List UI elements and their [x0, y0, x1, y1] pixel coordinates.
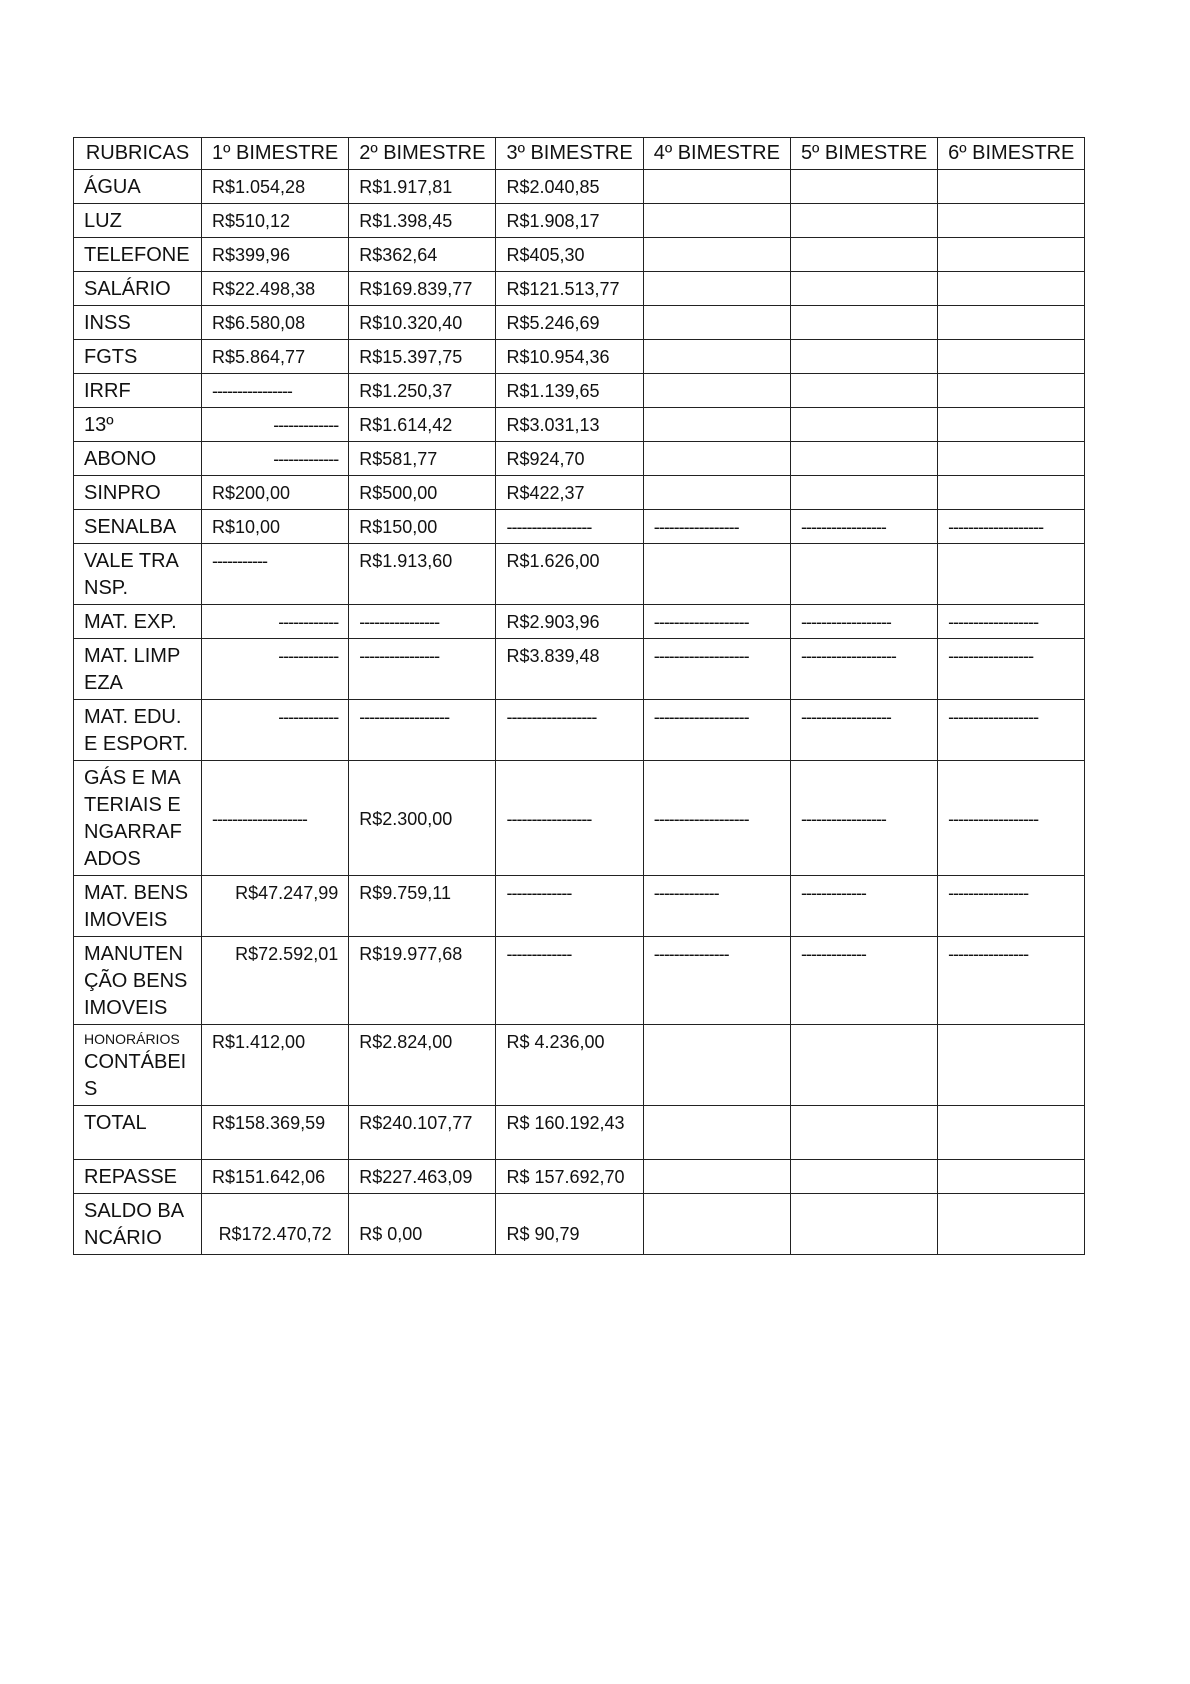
table-cell: ------------------	[496, 700, 643, 761]
table-cell	[790, 306, 937, 340]
table-row	[74, 306, 1085, 340]
table-row	[74, 374, 1085, 408]
table-cell	[790, 408, 937, 442]
table-cell: -------------	[202, 442, 349, 476]
table-cell	[790, 442, 937, 476]
table-cell	[938, 340, 1085, 374]
table-cell: R$1.626,00	[496, 544, 643, 605]
rubricas-table	[73, 137, 1085, 1255]
table-cell: -----------------	[496, 510, 643, 544]
table-cell: ------------------	[790, 605, 937, 639]
table-cell: R$1.139,65	[496, 374, 643, 408]
table-cell: R$ 160.192,43	[496, 1106, 643, 1160]
table-cell	[938, 238, 1085, 272]
table-row	[74, 204, 1085, 238]
table-cell: ----------------	[349, 605, 496, 639]
table-row	[74, 605, 1085, 639]
table-cell	[643, 340, 790, 374]
table-cell: R$5.864,77	[202, 340, 349, 374]
row-label: TOTAL	[74, 1106, 202, 1160]
table-cell	[643, 1025, 790, 1106]
row-label: MAT. EXP.	[74, 605, 202, 639]
table-cell: ------------------	[938, 761, 1085, 876]
table-cell: R$150,00	[349, 510, 496, 544]
table-cell: R$2.300,00	[349, 761, 496, 876]
table-row	[74, 510, 1085, 544]
table-cell: -------------------	[202, 761, 349, 876]
table-cell: R$405,30	[496, 238, 643, 272]
row-label: MAT. EDU. E ESPORT.	[74, 700, 202, 761]
table-cell	[938, 374, 1085, 408]
table-row	[74, 442, 1085, 476]
row-label: IRRF	[74, 374, 202, 408]
row-label: SINPRO	[74, 476, 202, 510]
table-cell	[938, 408, 1085, 442]
table-cell: R$362,64	[349, 238, 496, 272]
table-cell	[938, 204, 1085, 238]
table-cell	[643, 408, 790, 442]
table-cell: R$158.369,59	[202, 1106, 349, 1160]
table-cell	[790, 204, 937, 238]
table-row	[74, 700, 1085, 761]
table-cell	[790, 1025, 937, 1106]
row-label: MAT. BENS IMOVEIS	[74, 876, 202, 937]
table-row	[74, 238, 1085, 272]
table-row	[74, 476, 1085, 510]
table-cell	[790, 238, 937, 272]
row-label: SALDO BANCÁRIO	[74, 1194, 202, 1255]
table-cell: -------------------	[643, 605, 790, 639]
row-label: REPASSE	[74, 1160, 202, 1194]
table-cell: R$1.913,60	[349, 544, 496, 605]
table-cell: ----------------	[938, 937, 1085, 1025]
table-row	[74, 937, 1085, 1025]
table-cell: R$1.250,37	[349, 374, 496, 408]
header-bimestre-5: 5º BIMESTRE	[790, 138, 937, 170]
table-cell: R$240.107,77	[349, 1106, 496, 1160]
table-cell: R$ 157.692,70	[496, 1160, 643, 1194]
table-cell: R$1.917,81	[349, 170, 496, 204]
header-bimestre-3: 3º BIMESTRE	[496, 138, 643, 170]
table-cell: R$399,96	[202, 238, 349, 272]
table-cell: -------------	[496, 937, 643, 1025]
table-cell	[938, 1194, 1085, 1255]
row-label: LUZ	[74, 204, 202, 238]
table-cell	[790, 340, 937, 374]
row-label: SENALBA	[74, 510, 202, 544]
table-cell: R$47.247,99	[202, 876, 349, 937]
table-cell: R$72.592,01	[202, 937, 349, 1025]
table-cell	[790, 1160, 937, 1194]
table-cell: R$3.031,13	[496, 408, 643, 442]
table-cell: R$ 4.236,00	[496, 1025, 643, 1106]
table-cell: ------------------	[938, 700, 1085, 761]
table-cell: R$1.054,28	[202, 170, 349, 204]
table-cell: R$3.839,48	[496, 639, 643, 700]
table-cell: R$10,00	[202, 510, 349, 544]
table-cell	[643, 272, 790, 306]
table-cell	[643, 374, 790, 408]
table-cell: -----------------	[643, 510, 790, 544]
table-cell: R$1.398,45	[349, 204, 496, 238]
table-cell: -------------------	[643, 700, 790, 761]
table-cell: ------------------	[938, 605, 1085, 639]
table-cell: R$ 90,79	[496, 1194, 643, 1255]
table-cell	[938, 170, 1085, 204]
table-cell	[643, 476, 790, 510]
table-cell: -------------------	[643, 639, 790, 700]
table-cell	[938, 442, 1085, 476]
table-cell	[790, 544, 937, 605]
table-cell	[643, 442, 790, 476]
row-label: MANUTENÇÃO BENS IMOVEIS	[74, 937, 202, 1025]
table-cell: R$10.320,40	[349, 306, 496, 340]
table-row	[74, 408, 1085, 442]
table-cell	[643, 1106, 790, 1160]
row-label: ABONO	[74, 442, 202, 476]
row-label: 13º	[74, 408, 202, 442]
header-bimestre-6: 6º BIMESTRE	[938, 138, 1085, 170]
row-label: ÁGUA	[74, 170, 202, 204]
table-cell: R$1.614,42	[349, 408, 496, 442]
table-cell: R$169.839,77	[349, 272, 496, 306]
table-cell: ----------------	[349, 639, 496, 700]
table-cell: R$200,00	[202, 476, 349, 510]
table-cell: -----------------	[938, 639, 1085, 700]
table-cell	[643, 1194, 790, 1255]
header-bimestre-1: 1º BIMESTRE	[202, 138, 349, 170]
table-cell	[643, 238, 790, 272]
row-label-small: HONORÁRIOS	[84, 1031, 180, 1047]
table-cell: -----------------	[790, 510, 937, 544]
table-cell: R$10.954,36	[496, 340, 643, 374]
header-bimestre-2: 2º BIMESTRE	[349, 138, 496, 170]
table-cell	[790, 170, 937, 204]
table-cell	[790, 1106, 937, 1160]
table-cell	[938, 476, 1085, 510]
row-label: CONTÁBEIS	[84, 1051, 187, 1100]
table-cell: R$2.824,00	[349, 1025, 496, 1106]
table-cell: ------------	[202, 605, 349, 639]
table-cell: R$6.580,08	[202, 306, 349, 340]
table-cell: R$1.908,17	[496, 204, 643, 238]
header-row	[74, 138, 1085, 170]
table-cell: ------------	[202, 700, 349, 761]
row-label: TELEFONE	[74, 238, 202, 272]
table-cell: R$924,70	[496, 442, 643, 476]
table-row	[74, 272, 1085, 306]
table-cell: -------------------	[643, 761, 790, 876]
table-cell	[790, 272, 937, 306]
table-cell: R$500,00	[349, 476, 496, 510]
table-cell	[790, 374, 937, 408]
table-cell: ------------	[202, 639, 349, 700]
row-label: GÁS E MATERIAIS ENGARRAFADOS	[74, 761, 202, 876]
table-cell	[643, 544, 790, 605]
table-row	[74, 761, 1085, 876]
table-cell	[938, 1160, 1085, 1194]
table-row	[74, 639, 1085, 700]
header-bimestre-4: 4º BIMESTRE	[643, 138, 790, 170]
table-row-repasse	[74, 1160, 1085, 1194]
table-cell: -----------------	[496, 761, 643, 876]
table-cell: ---------------	[643, 937, 790, 1025]
table-cell: R$510,12	[202, 204, 349, 238]
table-cell: ----------------	[938, 876, 1085, 937]
table-cell: -----------	[202, 544, 349, 605]
table-cell	[643, 306, 790, 340]
table-cell: R$422,37	[496, 476, 643, 510]
table-cell: -------------------	[790, 639, 937, 700]
table-cell	[938, 1025, 1085, 1106]
table-cell: -------------	[790, 876, 937, 937]
header-rubricas: RUBRICAS	[74, 138, 202, 170]
table-cell	[643, 204, 790, 238]
table-cell: R$9.759,11	[349, 876, 496, 937]
table-cell	[790, 1194, 937, 1255]
table-cell: R$121.513,77	[496, 272, 643, 306]
row-label: INSS	[74, 306, 202, 340]
table-cell: -------------	[202, 408, 349, 442]
row-label: MAT. LIMPEZA	[74, 639, 202, 700]
table-cell: ------------------	[790, 700, 937, 761]
table-cell: R$2.040,85	[496, 170, 643, 204]
table-row-saldo	[74, 1194, 1085, 1255]
table-row	[74, 876, 1085, 937]
table-row	[74, 340, 1085, 374]
table-cell: R$15.397,75	[349, 340, 496, 374]
table-cell: R$227.463,09	[349, 1160, 496, 1194]
table-cell: R$1.412,00	[202, 1025, 349, 1106]
table-cell	[938, 306, 1085, 340]
table-row	[74, 170, 1085, 204]
table-cell: R$22.498,38	[202, 272, 349, 306]
table-cell: -------------	[643, 876, 790, 937]
table-row	[74, 544, 1085, 605]
table-cell: -------------------	[938, 510, 1085, 544]
row-label: FGTS	[74, 340, 202, 374]
table-cell: R$ 0,00	[349, 1194, 496, 1255]
table-cell: ----------------	[202, 374, 349, 408]
table-cell	[938, 1106, 1085, 1160]
table-cell	[643, 170, 790, 204]
table-cell: ------------------	[349, 700, 496, 761]
table-cell	[938, 272, 1085, 306]
table-cell: R$581,77	[349, 442, 496, 476]
table-cell: R$5.246,69	[496, 306, 643, 340]
table-cell: -----------------	[790, 761, 937, 876]
row-label: VALE TRANSP.	[74, 544, 202, 605]
table-row	[74, 1025, 1085, 1106]
table-cell: -------------	[496, 876, 643, 937]
table-cell	[938, 544, 1085, 605]
table-cell	[643, 1160, 790, 1194]
table-row-total	[74, 1106, 1085, 1160]
table-cell: R$172.470,72	[202, 1194, 349, 1255]
row-label-honorarios	[74, 1025, 202, 1106]
table-cell: R$151.642,06	[202, 1160, 349, 1194]
row-label: SALÁRIO	[74, 272, 202, 306]
table-cell: R$2.903,96	[496, 605, 643, 639]
table-cell: R$19.977,68	[349, 937, 496, 1025]
table-cell: -------------	[790, 937, 937, 1025]
table-cell	[790, 476, 937, 510]
